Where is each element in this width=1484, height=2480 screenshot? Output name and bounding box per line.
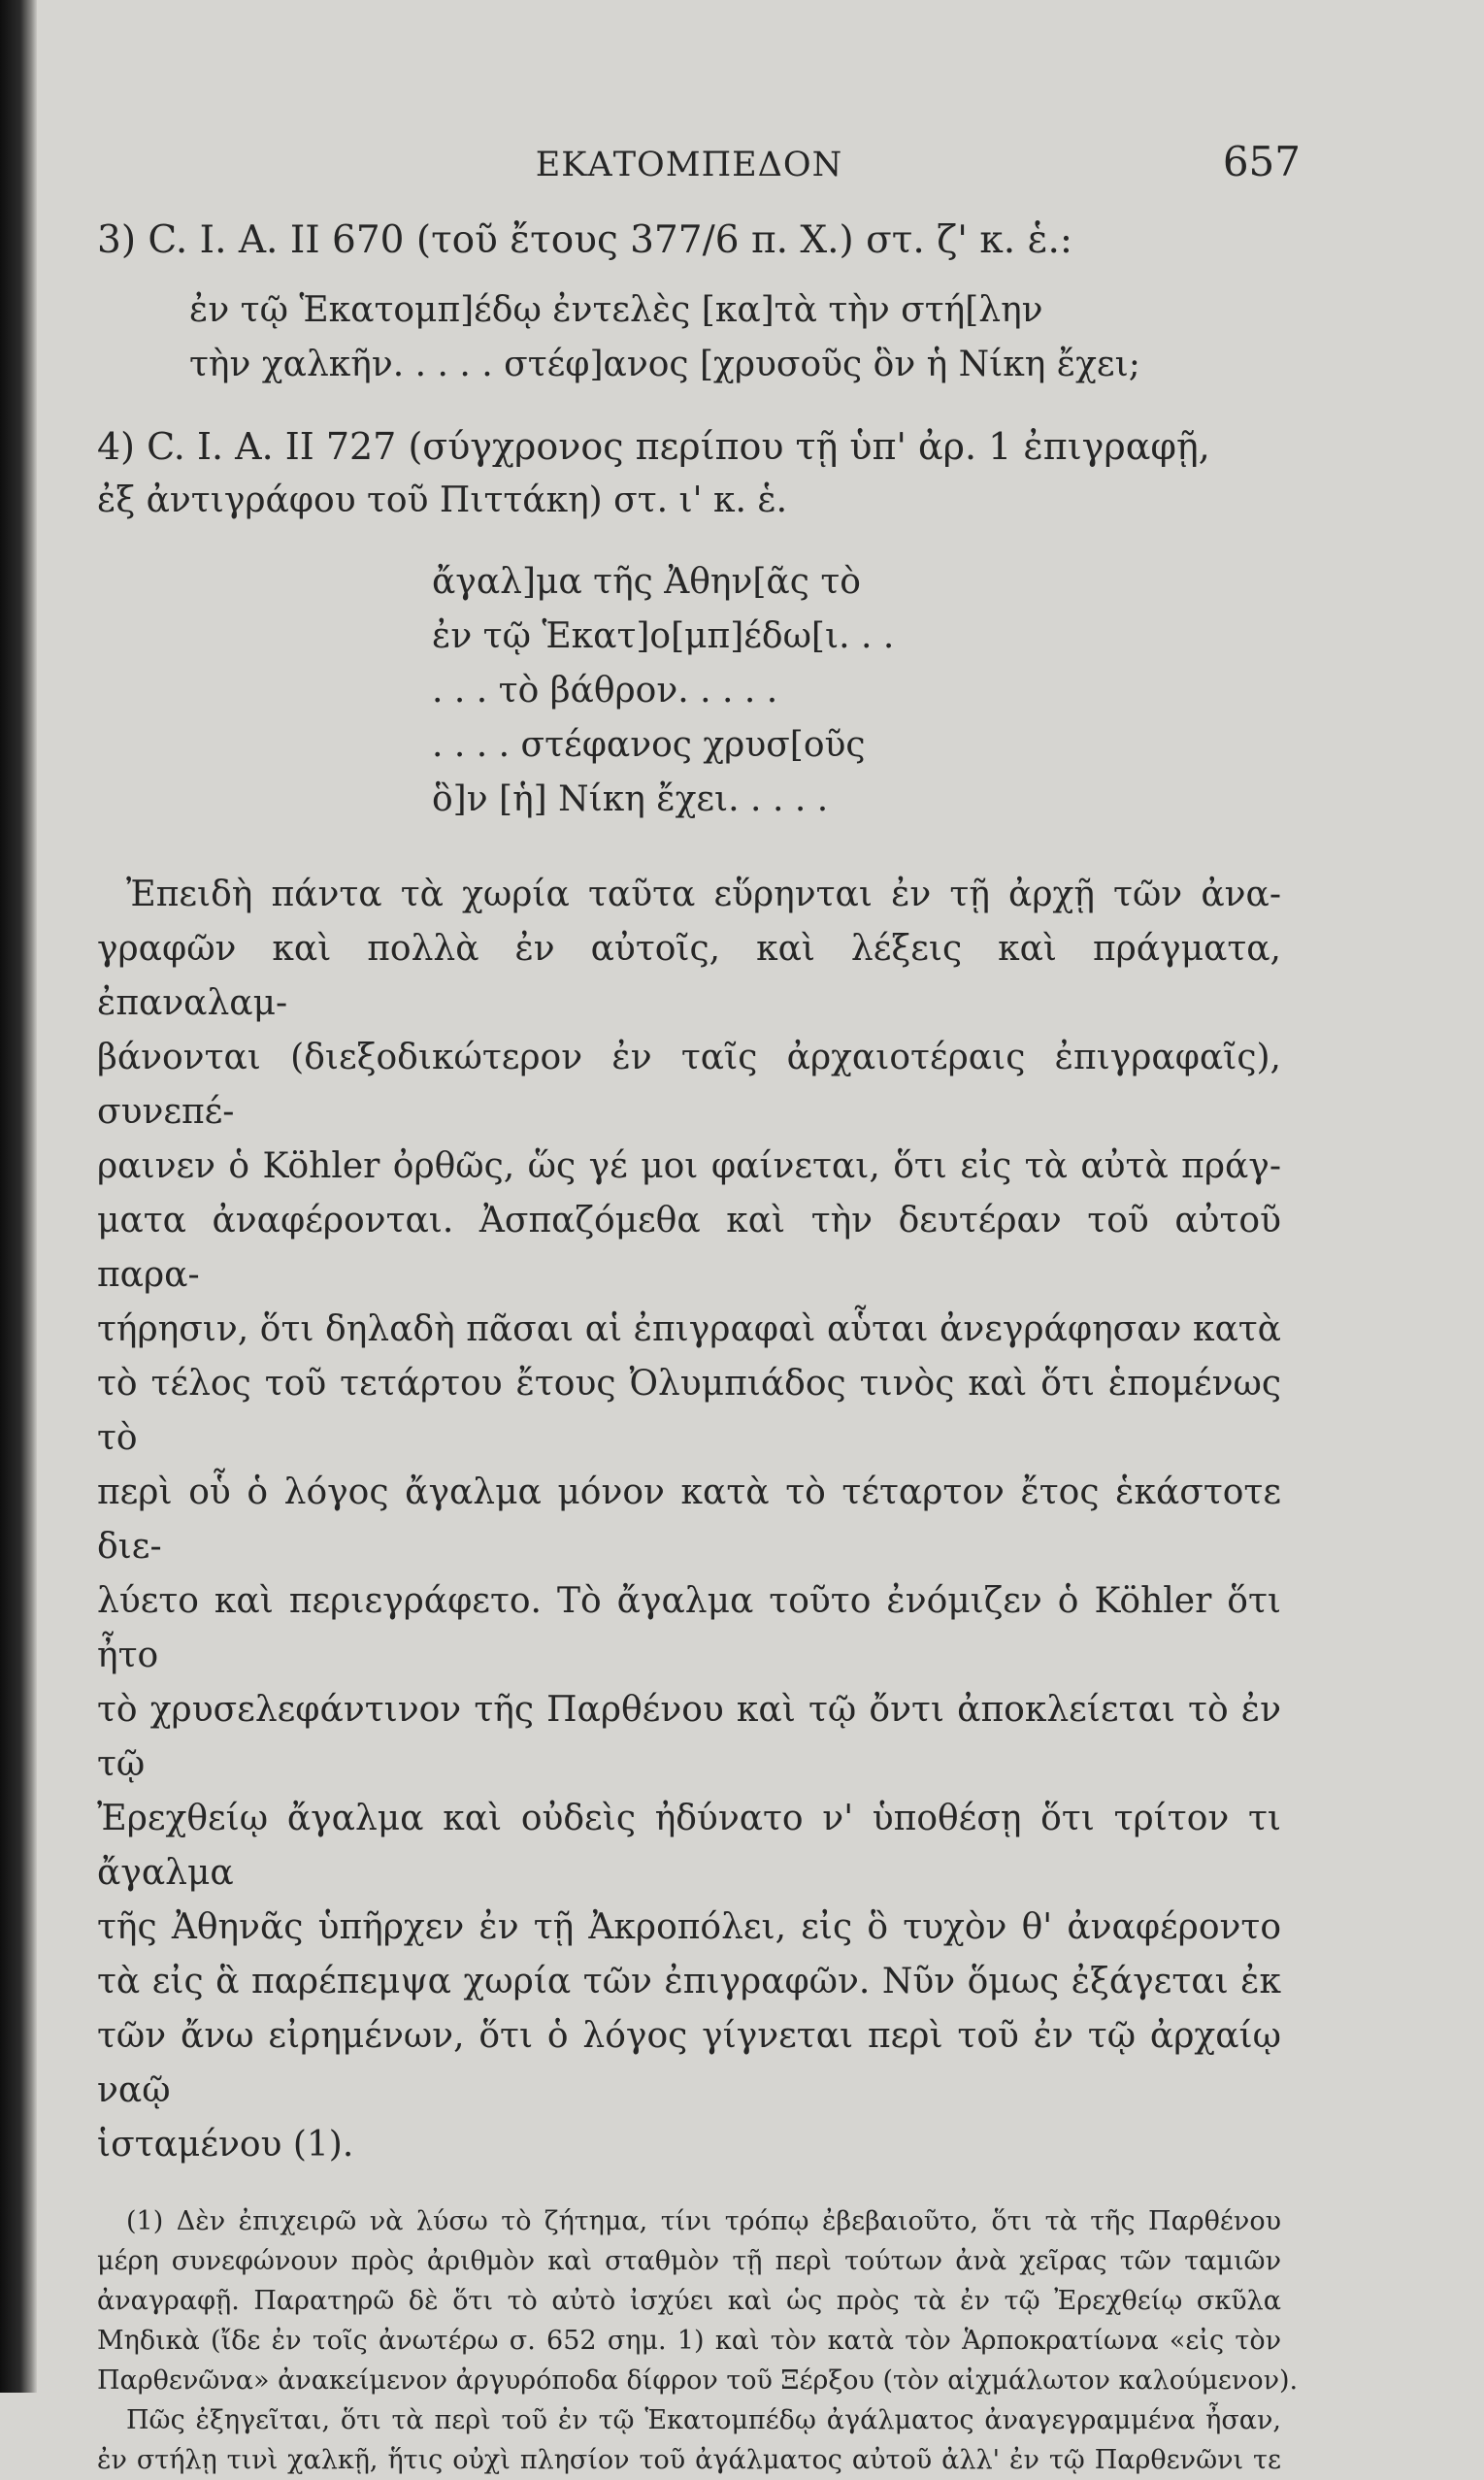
inscription-4-line: . . . τὸ βάθρον. . . . . (432, 671, 778, 711)
inscription-4-line: . . . . στέφανος χρυσ[οῦς (432, 725, 866, 765)
paragraph-line: ραινεν ὁ Köhler ὀρθῶς, ὥς γέ μοι φαίνεται, ὅτι εἰς τὰ αὐτὰ πράγ- (97, 1146, 1281, 1186)
page-number: 657 (1222, 138, 1301, 185)
paragraph-line: περὶ οὗ ὁ λόγος ἄγαλμα μόνον κατὰ τὸ τέταρτον ἔτος ἑκάστοτε διε- (97, 1472, 1281, 1567)
paragraph-line: τῶν ἄνω εἰρημένων, ὅτι ὁ λόγος γίγνεται περὶ τοῦ ἐν τῷ ἀρχαίῳ ναῷ (97, 2016, 1281, 2110)
paragraph-line: τήρησιν, ὅτι δηλαδὴ πᾶσαι αἱ ἐπιγραφαὶ αὗται ἀνεγράφησαν κατὰ (97, 1309, 1281, 1349)
footnote-line: Πῶς ἐξηγεῖται, ὅτι τὰ περὶ τοῦ ἐν τῷ Ἑκατομπέδῳ ἀγάλματος ἀναγεγραμμένα ἦσαν, (126, 2405, 1281, 2435)
inscription-4-citation-line: ἐξ ἀντιγράφου τοῦ Πιττάκη) στ. ι' κ. ἑ. (97, 480, 788, 520)
footnote-line: (1) Δὲν ἐπιχειρῶ νὰ λύσω τὸ ζήτημα, τίνι τρόπῳ ἐβεβαιοῦτο, ὅτι τὰ τῆς Παρθένου (126, 2206, 1281, 2236)
running-title: ΕΚΑΤΟΜΠΕΔΟΝ (535, 146, 843, 184)
paragraph-line: ματα ἀναφέρονται. Ἀσπαζόμεθα καὶ τὴν δευτέραν τοῦ αὐτοῦ παρα- (97, 1201, 1281, 1295)
inscription-4-line: ἐν τῷ Ἑκατ]ο[μπ]έδω[ι. . . (432, 616, 895, 656)
book-page (97, 138, 1301, 2480)
footnote-line: Μηδικὰ (ἴδε ἐν τοῖς ἀνωτέρω σ. 652 σημ. 1) καὶ τὸν κατὰ τὸν Ἁρποκρατίωνα «εἰς τὸν (97, 2326, 1281, 2356)
inscription-4-block (97, 419, 1281, 827)
paragraph-line: ἱσταμένου (1). (97, 2125, 354, 2165)
paragraph-line: γραφῶν καὶ πολλὰ ἐν αὐτοῖς, καὶ λέξεις καὶ πράγματα, ἐπαναλαμ- (97, 929, 1281, 1023)
running-head (97, 138, 1301, 214)
paragraph-line: βάνονται (διεξοδικώτερον ἐν ταῖς ἀρχαιοτέραις ἐπιγραφαῖς), συνεπέ- (97, 1038, 1281, 1132)
paragraph-line: Ἐρεχθείῳ ἄγαλμα καὶ οὐδεὶς ἠδύνατο ν' ὑποθέσῃ ὅτι τρίτον τι ἄγαλμα (97, 1799, 1281, 1893)
paragraph-line: τὸ τέλος τοῦ τετάρτου ἔτους Ὀλυμπιάδος τινὸς καὶ ὅτι ἑπομένως τὸ (97, 1364, 1281, 1458)
inscription-3-line: ἐν τῷ Ἑκατομπ]έδῳ ἐντελὲς [κα]τὰ τὴν στή[λην (189, 290, 1043, 330)
inscription-3-line: τὴν χαλκῆν. . . . . στέφ]ανος [χρυσοῦς ὃν ἡ Νίκη ἔχει; (189, 345, 1140, 384)
body-paragraph (97, 868, 1281, 2172)
inscription-3-citation: 3) C. I. A. II 670 (τοῦ ἔτους 377/6 π. Χ.) στ. ζ' κ. ἑ.: (97, 218, 1073, 262)
paragraph-line: Ἐπειδὴ πάντα τὰ χωρία ταῦτα εὕρηνται ἐν τῇ ἀρχῇ τῶν ἀνα- (126, 875, 1281, 914)
footnote-line: ἀναγραφῇ. Παρατηρῶ δὲ ὅτι τὸ αὐτὸ ἰσχύει καὶ ὡς πρὸς τὰ ἐν τῷ Ἐρεχθείῳ σκῦλα (97, 2286, 1281, 2316)
footnote-block (97, 2201, 1299, 2480)
paragraph-line: τὰ εἰς ἃ παρέπεμψα χωρία τῶν ἐπιγραφῶν. Νῦν ὅμως ἐξάγεται ἐκ (97, 1962, 1281, 2001)
inscription-3-block (97, 214, 1281, 392)
paragraph-line: τῆς Ἀθηνᾶς ὑπῆρχεν ἐν τῇ Ἀκροπόλει, εἰς ὃ τυχὸν θ' ἀναφέροντο (97, 1907, 1281, 1947)
inscription-4-citation-line: 4) C. I. A. II 727 (σύγχρονος περίπου τῇ ὑπ' ἀρ. 1 ἐπιγραφῇ, (97, 425, 1210, 468)
footnote-line: Παρθενῶνα» ἀνακείμενον ἀργυρόποδα δίφρον τοῦ Ξέρξου (τὸν αἰχμάλωτον καλούμενον). (97, 2365, 1299, 2396)
inscription-4-line: ἄγαλ]μα τῆς Ἀθην[ᾶς τὸ (432, 562, 861, 602)
paragraph-line: λύετο καὶ περιεγράφετο. Τὸ ἄγαλμα τοῦτο ἐνόμιζεν ὁ Köhler ὅτι ἦτο (97, 1581, 1281, 1675)
inscription-4-line: ὃ]ν [ἡ] Νίκη ἔχει. . . . . (432, 779, 829, 819)
footnote-line: μέρη συνεφώνουν πρὸς ἀριθμὸν καὶ σταθμὸν τῇ περὶ τούτων ἀνὰ χεῖρας τῶν ταμιῶν (97, 2246, 1281, 2276)
book-spine-shadow (0, 0, 37, 2393)
paragraph-line: τὸ χρυσελεφάντινον τῆς Παρθένου καὶ τῷ ὄντι ἀποκλείεται τὸ ἐν τῷ (97, 1690, 1281, 1784)
footnote-line: ἐν στήλῃ τινὶ χαλκῇ, ἥτις οὐχὶ πλησίον τοῦ ἀγάλματος αὐτοῦ ἀλλ' ἐν τῷ Παρθενῶνι τε (97, 2445, 1281, 2475)
